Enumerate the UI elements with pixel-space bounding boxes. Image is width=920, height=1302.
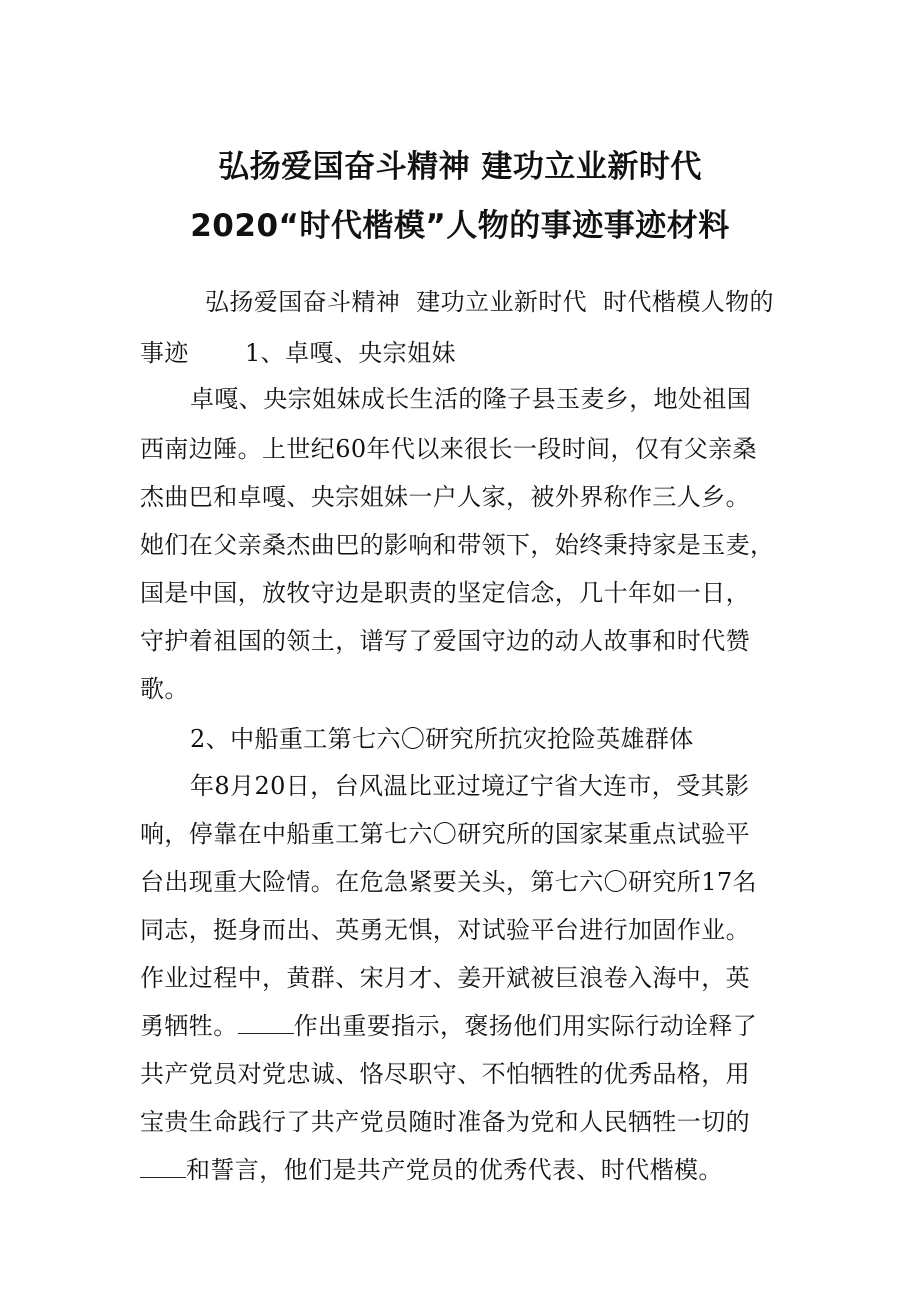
paragraph-2-line-9-end: 和誓言，他们是共产党员的优秀代表、时代楷模。 (186, 1156, 723, 1184)
fill-in-blank-2 (140, 1157, 186, 1178)
document-title-line-2: 2020“时代楷模”人物的事迹事迹材料 (190, 208, 730, 244)
section-heading-2: 2、中船重工第七六〇研究所抗灾抢险英雄群体 (190, 725, 694, 753)
paragraph-1-line-5: 国是中国，放牧守边是职责的坚定信念，几十年如一日， (140, 579, 750, 607)
paragraph-2-line-7: 共产党员对党忠诚、恪尽职守、不怕牺牲的优秀品格，用 (140, 1060, 750, 1088)
paragraph-1-line-2: 西南边陲。上世纪60年代以来很长一段时间，仅有父亲桑 (140, 435, 757, 463)
paragraph-1-line-6: 守护着祖国的领土，谱写了爱国守边的动人故事和时代赞 (140, 627, 750, 655)
intro-line-2: 事迹 1、卓嘎、央宗姐妹 (140, 339, 456, 367)
paragraph-2-line-3: 台出现重大险情。在危急紧要关头，第七六〇研究所17名 (140, 868, 757, 896)
paragraph-2-line-6 (140, 1010, 920, 1042)
paragraph-2-line-6-start: 勇牺牲。 (140, 1012, 238, 1040)
paragraph-2-line-8: 宝贵生命践行了共产党员随时准备为党和人民牺牲一切的 (140, 1108, 750, 1136)
paragraph-2-line-2: 响，停靠在中船重工第七六〇研究所的国家某重点试验平 (140, 820, 750, 848)
paragraph-2-line-4: 同志，挺身而出、英勇无惧，对试验平台进行加固作业。 (140, 916, 750, 944)
paragraph-2-line-1: 年8月20日，台风温比亚过境辽宁省大连市，受其影 (190, 772, 750, 800)
paragraph-2-line-9 (140, 1154, 920, 1186)
fill-in-blank-1 (238, 1013, 294, 1034)
paragraph-2-line-5: 作业过程中，黄群、宋月才、姜开斌被巨浪卷入海中，英 (140, 964, 750, 992)
document-title-line-1: 弘扬爱国奋斗精神 建功立业新时代 (218, 149, 702, 185)
paragraph-1-line-1: 卓嘎、央宗姐妹成长生活的隆子县玉麦乡，地处祖国 (190, 385, 752, 413)
paragraph-1-line-4: 她们在父亲桑杰曲巴的影响和带领下，始终秉持家是玉麦， (140, 531, 775, 559)
paragraph-1-line-7: 歌。 (140, 675, 189, 703)
paragraph-2-line-6-end: 作出重要指示，褒扬他们用实际行动诠释了 (293, 1012, 758, 1040)
intro-line-1: 弘扬爱国奋斗精神 建功立业新时代 时代楷模人物的 (205, 288, 774, 316)
paragraph-1-line-3: 杰曲巴和卓嘎、央宗姐妹一户人家，被外界称作三人乡。 (140, 483, 750, 511)
